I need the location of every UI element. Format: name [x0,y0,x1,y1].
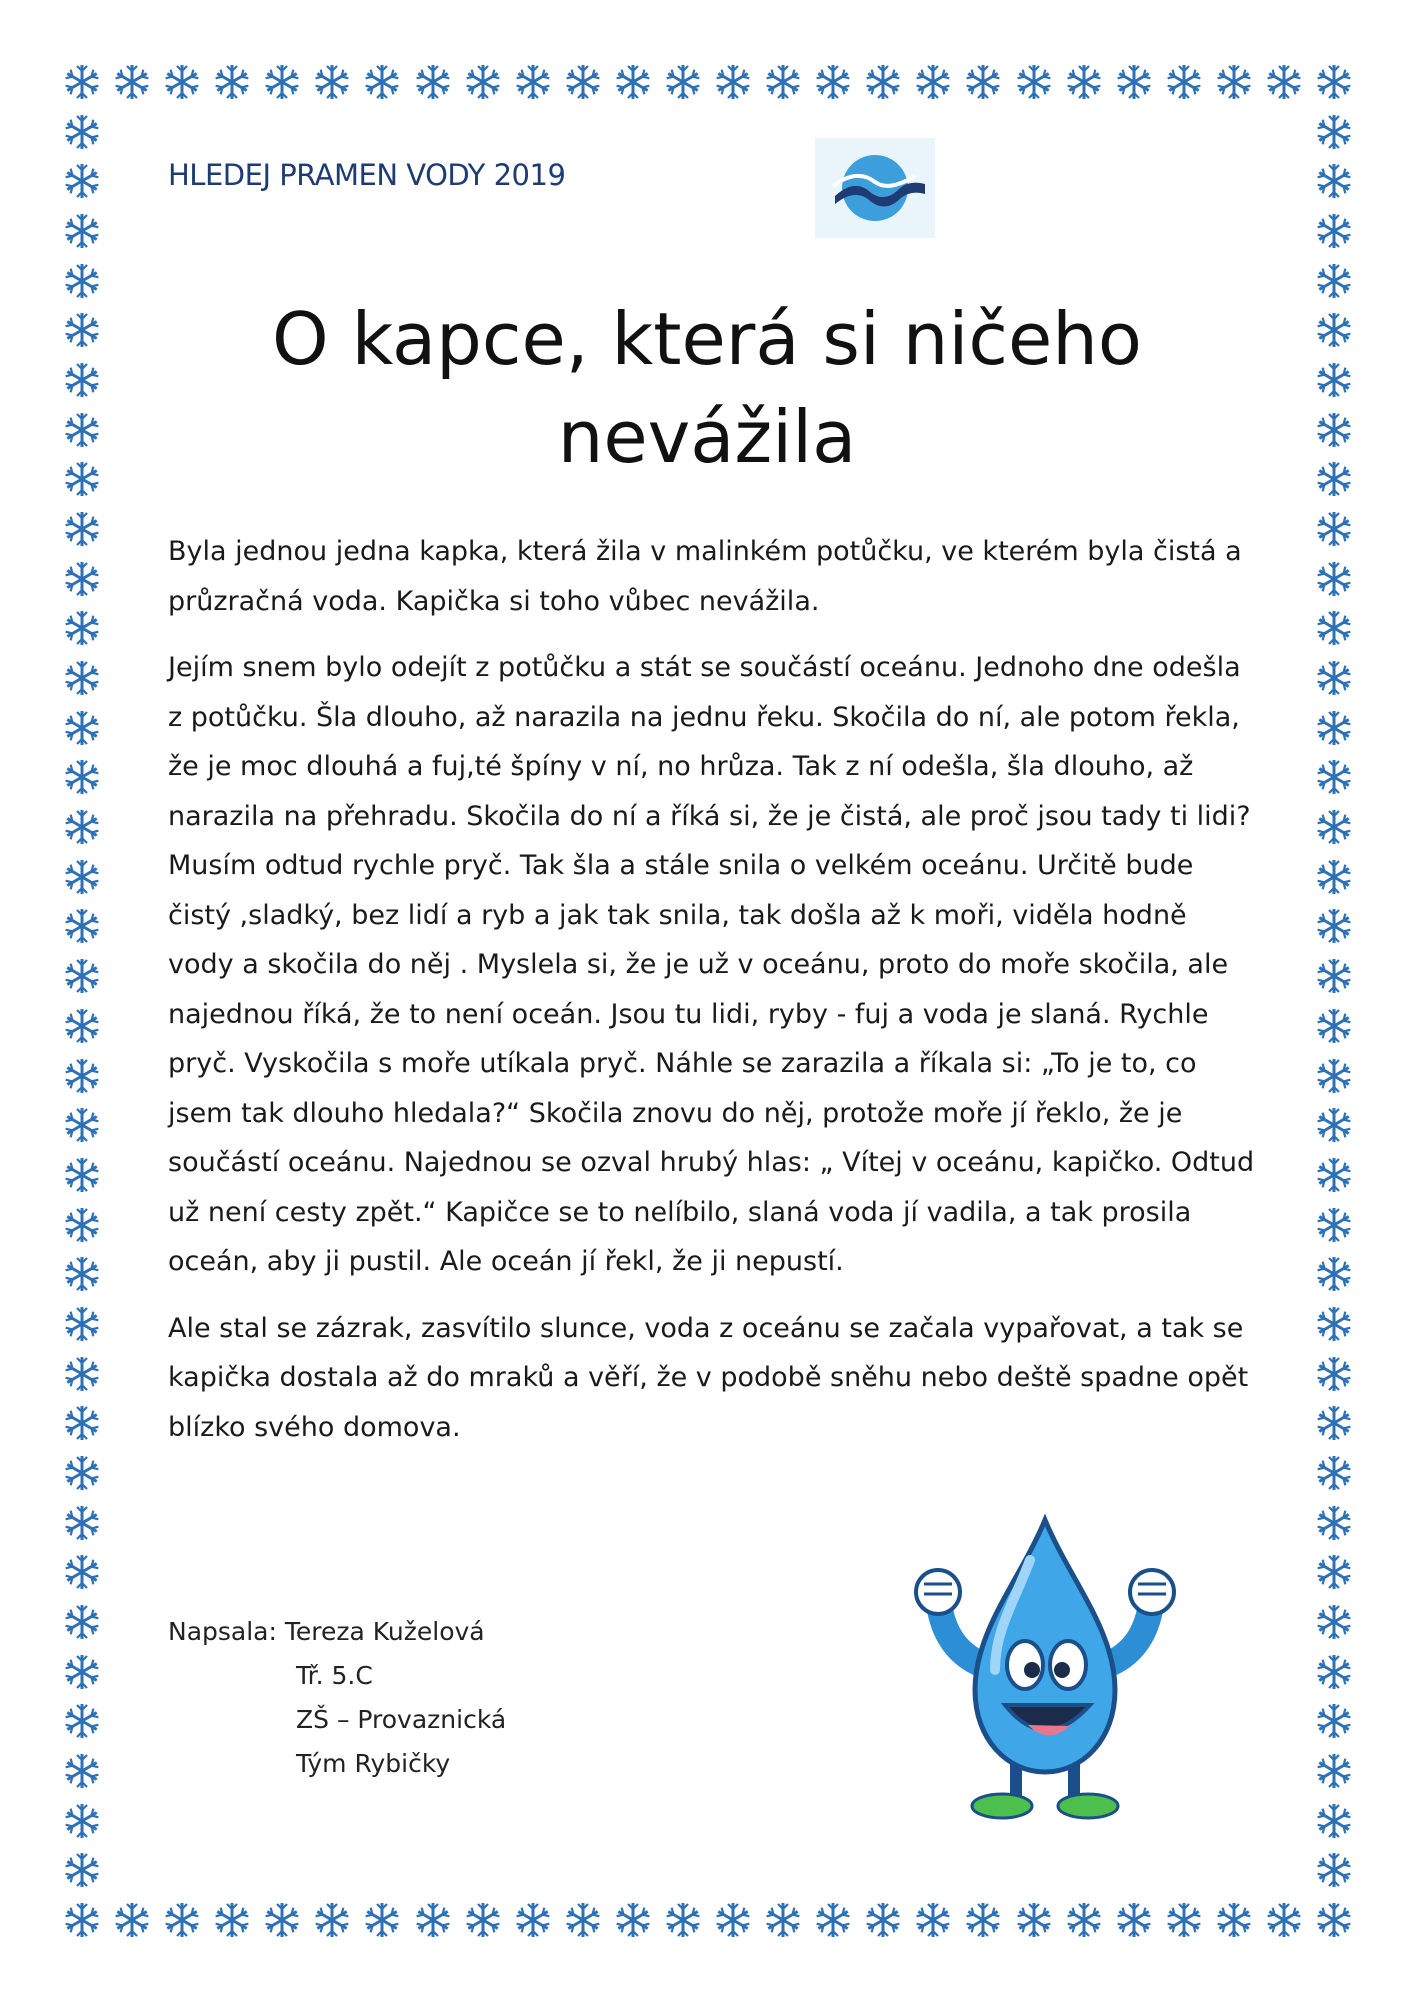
snowflake-icon [1314,708,1354,748]
snowflake-icon [513,1900,553,1940]
snowflake-icon [1314,658,1354,698]
snowflake-icon [362,62,402,102]
snowflake-icon [1314,1602,1354,1642]
snowflake-icon [62,658,102,698]
snowflake-icon [1314,62,1354,102]
snowflake-icon [763,1900,803,1940]
snowflake-icon [1314,211,1354,251]
snowflake-icon [262,62,302,102]
water-drop-mascot-icon [880,1500,1210,1830]
snowflake-icon [963,1900,1003,1940]
signature-team: Tým Rybičky [296,1749,451,1778]
snowflake-icon [813,62,853,102]
snowflake-icon [1164,1900,1204,1940]
snowflake-icon [62,1403,102,1443]
snowflake-icon [1014,62,1054,102]
snowflake-icon [1314,857,1354,897]
story-title [180,290,1234,486]
snowflake-icon [713,1900,753,1940]
snowflake-icon [1314,1503,1354,1543]
snowflake-icon [1314,1552,1354,1592]
snowflake-icon [1164,62,1204,102]
snowflake-icon [713,62,753,102]
snowflake-icon [62,1751,102,1791]
snowflake-icon [1314,1453,1354,1493]
snowflake-icon [62,1006,102,1046]
snowflake-icon [62,410,102,450]
snowflake-icon [162,62,202,102]
snowflake-icon [62,1155,102,1195]
signature-author: Napsala: Tereza Kuželová [168,1617,485,1646]
snowflake-icon [663,1900,703,1940]
snowflake-icon [1314,1105,1354,1145]
snowflake-icon [1314,1155,1354,1195]
snowflake-icon [212,62,252,102]
snowflake-icon [963,62,1003,102]
snowflake-icon [413,62,453,102]
snowflake-icon [863,62,903,102]
event-title: HLEDEJ PRAMEN VODY 2019 [168,158,566,192]
snowflake-icon [1214,1900,1254,1940]
story-paragraph: Byla jednou jedna kapka, která žila v malinkém potůčku, ve kterém byla čistá a průzračná voda. Kapička si toho vůbec nevážila. [168,536,1242,617]
snowflake-icon [62,559,102,599]
snowflake-icon [1314,608,1354,648]
snowflake-icon [62,807,102,847]
snowflake-icon [62,708,102,748]
snowflake-icon [1314,509,1354,549]
snowflake-icon [1314,310,1354,350]
snowflake-icon [62,1354,102,1394]
snowflake-icon [1314,906,1354,946]
snowflake-icon [1064,1900,1104,1940]
snowflake-icon [1114,1900,1154,1940]
snowflake-icon [513,62,553,102]
snowflake-icon [62,757,102,797]
snowflake-icon [563,62,603,102]
snowflake-icon [1314,1205,1354,1245]
snowflake-icon [1314,459,1354,499]
snowflake-icon [62,1056,102,1096]
snowflake-icon [763,62,803,102]
snowflake-icon [463,1900,503,1940]
snowflake-icon [1314,1652,1354,1692]
snowflake-icon [1114,62,1154,102]
snowflake-icon [1264,1900,1304,1940]
snowflake-icon [62,1900,102,1940]
snowflake-icon [1314,112,1354,152]
story-body [168,527,1258,1469]
snowflake-icon [62,1701,102,1741]
snowflake-icon [62,161,102,201]
snowflake-icon [1314,1850,1354,1890]
snowflake-icon [1314,1254,1354,1294]
snowflake-icon [613,62,653,102]
snowflake-icon [62,1205,102,1245]
snowflake-icon [1064,62,1104,102]
snowflake-icon [1314,1701,1354,1741]
story-paragraph: Jejím snem bylo odejít z potůčku a stát se součástí oceánu. Jednoho dne odešla z potůčku. Šla dlouho, až narazila na jednu řeku. Skočila do ní, ale potom řekla, že je moc dlouhá a fuj,té špíny v ní, no hrůza. Tak z ní odešla, šla dlouho, až narazila na přehradu. Skočila do ní a říká si, že je čistá, ale proč jsou tady ti lidi? Musím odtud rychle pryč. Tak šla a stále snila o velkém oceánu. Určitě bude čistý ,sladký, bez lidí a ryb a jak tak snila, tak došla až k moři, viděla hodně vody a skočila do něj . Myslela si, že je už v oceánu, proto do moře skočila, ale najednou říká, že to není oceán. Jsou tu lidi, ryby - fuj a voda je slaná. Rychle pryč. Vyskočila s moře utíkala pryč. Náhle se zarazila a říkala si: „To je to, co jsem tak dlouho hledala?“ Skočila znovu do něj, protože moře jí řeklo, že je součástí oceánu. Najednou se ozval hrubý hlas: „ Vítej v oceánu, kapičko. Odtud už není cesty zpět.“ Kapičce se to nelíbilo, slaná voda jí vadila, a tak prosila oceán, aby ji pustil. Ale oceán jí řekl, že ji nepustí. [168,652,1255,1277]
snowflake-icon [1314,1056,1354,1096]
snowflake-icon [62,1552,102,1592]
snowflake-icon [62,956,102,996]
snowflake-icon [312,1900,352,1940]
snowflake-icon [1314,1006,1354,1046]
snowflake-icon [162,1900,202,1940]
snowflake-icon [62,261,102,301]
snowflake-icon [913,62,953,102]
snowflake-icon [1314,956,1354,996]
signature-school: ZŠ – Provaznická [296,1705,507,1734]
signature-block [168,1610,506,1786]
snowflake-icon [62,1801,102,1841]
snowflake-icon [1314,757,1354,797]
story-paragraph: Ale stal se zázrak, zasvítilo slunce, voda z oceánu se začala vypařovat, a tak se kapička dostala až do mraků a věří, že v podobě sněhu nebo deště spadne opět blízko svého domova. [168,1312,1249,1443]
snowflake-icon [62,906,102,946]
snowflake-icon [1264,62,1304,102]
snowflake-icon [62,1105,102,1145]
snowflake-icon [1014,1900,1054,1940]
snowflake-icon [413,1900,453,1940]
snowflake-icon [62,1850,102,1890]
snowflake-icon [1214,62,1254,102]
snowflake-icon [1314,807,1354,847]
wave-logo-icon [815,138,935,238]
snowflake-icon [663,62,703,102]
snowflake-icon [312,62,352,102]
snowflake-icon [62,310,102,350]
snowflake-icon [62,1652,102,1692]
signature-class: Tř. 5.C [296,1661,373,1690]
snowflake-icon [62,509,102,549]
snowflake-icon [1314,1403,1354,1443]
snowflake-icon [863,1900,903,1940]
snowflake-icon [112,1900,152,1940]
snowflake-icon [1314,410,1354,450]
snowflake-icon [1314,1304,1354,1344]
snowflake-icon [62,62,102,102]
snowflake-icon [1314,161,1354,201]
snowflake-icon [112,62,152,102]
snowflake-icon [362,1900,402,1940]
snowflake-icon [62,360,102,400]
snowflake-icon [813,1900,853,1940]
snowflake-icon [1314,1354,1354,1394]
snowflake-icon [1314,1900,1354,1940]
snowflake-icon [62,211,102,251]
snowflake-icon [1314,261,1354,301]
snowflake-icon [1314,1801,1354,1841]
snowflake-icon [62,857,102,897]
snowflake-icon [463,62,503,102]
snowflake-icon [62,1254,102,1294]
snowflake-icon [1314,360,1354,400]
snowflake-icon [62,1602,102,1642]
snowflake-icon [1314,1751,1354,1791]
snowflake-icon [913,1900,953,1940]
snowflake-icon [62,1304,102,1344]
snowflake-icon [62,1503,102,1543]
snowflake-icon [62,459,102,499]
snowflake-icon [62,608,102,648]
snowflake-icon [62,112,102,152]
story-title-line2: nevážila [557,395,857,479]
snowflake-icon [613,1900,653,1940]
snowflake-icon [62,1453,102,1493]
snowflake-icon [262,1900,302,1940]
snowflake-icon [563,1900,603,1940]
snowflake-icon [212,1900,252,1940]
snowflake-icon [1314,559,1354,599]
story-title-line1: O kapce, která si ničeho [272,297,1142,381]
